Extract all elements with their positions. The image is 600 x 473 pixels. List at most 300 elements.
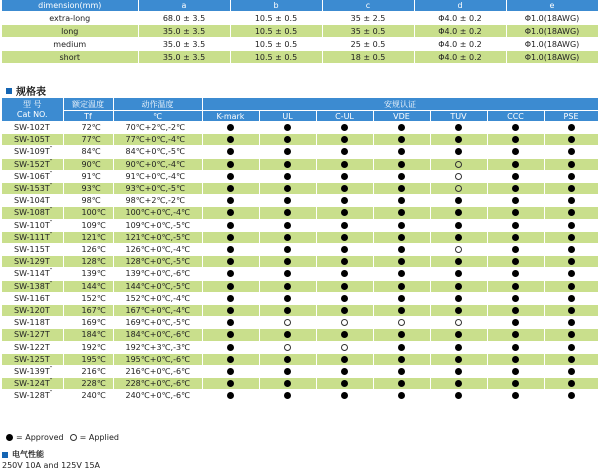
dimension-header-cell: d: [414, 0, 506, 12]
model-cell: [2, 317, 63, 329]
cert-cell: [544, 158, 598, 170]
cert-cell: [430, 366, 487, 378]
filled-circle-icon: [284, 185, 291, 192]
filled-circle-icon: [398, 148, 405, 155]
cert-cell: [259, 134, 316, 146]
operating-temp-cell: 126℃+0℃,-4℃: [113, 244, 202, 256]
cert-cell: [487, 195, 544, 207]
cert-cell: [430, 195, 487, 207]
rated-temp-cell: 216℃: [63, 366, 113, 378]
dimension-name-cell: long: [2, 25, 138, 38]
cert-cell: [430, 219, 487, 231]
cert-cell: [202, 219, 259, 231]
operating-temp-cell: 109℃+0℃,-5℃: [113, 219, 202, 231]
filled-circle-icon: [398, 185, 405, 192]
filled-circle-icon: [227, 124, 234, 131]
filled-circle-icon: [227, 295, 234, 302]
filled-circle-icon: [398, 173, 405, 180]
operating-temp-cell: 240℃+0℃,-6℃: [113, 390, 202, 402]
filled-circle-icon: [455, 270, 462, 277]
electrical-heading: [2, 449, 44, 460]
dimension-d-cell: Φ4.0 ± 0.2: [414, 51, 506, 64]
filled-circle-icon: [568, 222, 575, 229]
spec-row: [2, 207, 598, 219]
operating-temp-cell: 121℃+0℃,-5℃: [113, 231, 202, 243]
cert-cell: [487, 219, 544, 231]
cert-cell: [202, 158, 259, 170]
filled-circle-icon: [341, 222, 348, 229]
filled-circle-icon: [284, 197, 291, 204]
cert-header-kmark: K-mark: [202, 111, 259, 122]
cert-cell: [259, 158, 316, 170]
filled-circle-icon: [568, 124, 575, 131]
filled-circle-icon: [455, 136, 462, 143]
cert-cell: [487, 390, 544, 402]
filled-circle-icon: [341, 136, 348, 143]
cert-cell: [373, 280, 430, 292]
model-star: *: [49, 219, 53, 225]
spec-row: [2, 219, 598, 231]
cert-cell: [544, 219, 598, 231]
cert-cell: [544, 256, 598, 268]
spec-row: [2, 378, 598, 390]
rated-temp-cell: 91℃: [63, 170, 113, 182]
legend-approved-label: = Approved: [16, 433, 64, 442]
cert-cell: [430, 329, 487, 341]
model-star: *: [49, 158, 53, 164]
operating-temp-cell: 77℃+0℃,-4℃: [113, 134, 202, 146]
filled-circle-icon: [398, 209, 405, 216]
filled-circle-icon: [512, 258, 519, 265]
filled-circle-icon: [227, 173, 234, 180]
filled-circle-icon: [455, 380, 462, 387]
cert-cell: [430, 134, 487, 146]
filled-circle-icon: [284, 234, 291, 241]
dimension-row: [2, 25, 598, 38]
filled-circle-icon: [568, 283, 575, 290]
model-name: SW-114T: [14, 269, 50, 279]
rated-temp-cell: 169℃: [63, 317, 113, 329]
cert-cell: [430, 280, 487, 292]
filled-circle-icon: [512, 270, 519, 277]
filled-circle-icon: [455, 392, 462, 399]
cert-cell: [259, 244, 316, 256]
dimension-a-cell: 68.0 ± 3.5: [138, 12, 230, 25]
filled-circle-icon: [227, 161, 234, 168]
operating-temp-cell: 169℃+0℃,-5℃: [113, 317, 202, 329]
filled-circle-icon: [398, 136, 405, 143]
cert-cell: [202, 134, 259, 146]
electrical-title: 电气性能: [12, 450, 44, 459]
cert-cell: [316, 207, 373, 219]
filled-circle-icon: [284, 380, 291, 387]
filled-circle-icon: [341, 185, 348, 192]
dimension-b-cell: 10.5 ± 0.5: [230, 12, 322, 25]
filled-circle-icon: [398, 197, 405, 204]
operating-temp-subheader: ℃: [113, 111, 202, 122]
model-name: SW-111T: [14, 232, 50, 242]
cert-cell: [544, 195, 598, 207]
filled-circle-icon: [568, 344, 575, 351]
filled-circle-icon: [455, 356, 462, 363]
filled-circle-icon: [341, 356, 348, 363]
dimension-a-cell: 35.0 ± 3.5: [138, 38, 230, 51]
cert-cell: [430, 305, 487, 317]
spec-table: [2, 98, 599, 403]
filled-circle-icon: [398, 161, 405, 168]
cert-header-ul: UL: [259, 111, 316, 122]
model-cell: [2, 231, 63, 243]
model-name: SW-128T: [14, 391, 50, 401]
cert-cell: [373, 305, 430, 317]
cert-cell: [202, 207, 259, 219]
dimension-name-cell: short: [2, 51, 138, 64]
dimension-c-cell: 25 ± 0.5: [322, 38, 414, 51]
filled-circle-icon: [284, 283, 291, 290]
rated-temp-cell: 139℃: [63, 268, 113, 280]
cert-header-cul: C-UL: [316, 111, 373, 122]
model-name: SW-138T: [14, 281, 50, 291]
cert-cell: [430, 158, 487, 170]
model-name: SW-115T: [14, 245, 50, 255]
model-name: SW-122T: [14, 342, 50, 352]
dimension-header-cell: b: [230, 0, 322, 12]
cert-cell: [373, 146, 430, 158]
model-name: SW-125T: [14, 354, 50, 364]
model-header-cn: 型 号: [22, 99, 42, 109]
cert-cell: [487, 207, 544, 219]
filled-circle-icon: [512, 173, 519, 180]
cert-cell: [259, 317, 316, 329]
model-name: SW-108T: [14, 208, 50, 218]
model-name: SW-124T: [14, 379, 50, 389]
rated-temp-cell: 128℃: [63, 256, 113, 268]
filled-circle-icon: [568, 368, 575, 375]
rated-temp-cell: 100℃: [63, 207, 113, 219]
rated-temp-cell: 72℃: [63, 122, 113, 134]
cert-cell: [316, 244, 373, 256]
filled-circle-icon: [512, 331, 519, 338]
cert-cell: [202, 146, 259, 158]
filled-circle-icon: [512, 392, 519, 399]
filled-circle-icon: [284, 368, 291, 375]
filled-circle-icon: [512, 295, 519, 302]
model-name: SW-102T: [14, 123, 50, 132]
dimension-b-cell: 10.5 ± 0.5: [230, 51, 322, 64]
cert-cell: [316, 219, 373, 231]
filled-circle-icon: [568, 246, 575, 253]
model-cell: [2, 195, 63, 207]
filled-circle-icon: [341, 392, 348, 399]
cert-cell: [316, 317, 373, 329]
operating-temp-cell: 100℃+0℃,-4℃: [113, 207, 202, 219]
filled-circle-icon: [284, 209, 291, 216]
dimension-c-cell: 35 ± 2.5: [322, 12, 414, 25]
model-cell: [2, 183, 63, 195]
model-name: SW-139T: [14, 367, 50, 377]
cert-cell: [259, 341, 316, 353]
filled-circle-icon: [568, 234, 575, 241]
operating-temp-cell: 144℃+0℃,-5℃: [113, 280, 202, 292]
filled-circle-icon: [512, 185, 519, 192]
spec-section-title: 规格表: [16, 87, 46, 98]
cert-cell: [316, 170, 373, 182]
filled-circle-icon: [398, 222, 405, 229]
cert-cell: [430, 317, 487, 329]
dimension-a-cell: 35.0 ± 3.5: [138, 25, 230, 38]
cert-cell: [373, 158, 430, 170]
dimension-a-cell: 35.0 ± 3.5: [138, 51, 230, 64]
filled-circle-icon: [455, 344, 462, 351]
cert-cell: [487, 378, 544, 390]
cert-cell: [544, 305, 598, 317]
cert-cell: [544, 231, 598, 243]
dimension-header-row: [2, 0, 598, 12]
cert-cell: [544, 329, 598, 341]
filled-circle-icon: [341, 368, 348, 375]
cert-cell: [544, 146, 598, 158]
filled-circle-icon: [227, 258, 234, 265]
model-name: SW-129T: [14, 257, 50, 267]
cert-cell: [487, 317, 544, 329]
cert-cell: [373, 292, 430, 304]
filled-circle-icon: [568, 185, 575, 192]
operating-temp-cell: 195℃+0℃,-6℃: [113, 353, 202, 365]
dimension-header-cell: a: [138, 0, 230, 12]
filled-circle-icon: [568, 197, 575, 204]
cert-cell: [316, 256, 373, 268]
filled-circle-icon: [341, 173, 348, 180]
rated-temp-cell: 192℃: [63, 341, 113, 353]
operating-temp-cell: 228℃+0℃,-6℃: [113, 378, 202, 390]
cert-cell: [373, 256, 430, 268]
cert-cell: [202, 268, 259, 280]
cert-cell: [316, 183, 373, 195]
filled-circle-icon: [568, 161, 575, 168]
filled-circle-icon: [284, 136, 291, 143]
model-name: SW-152T: [14, 159, 50, 169]
filled-circle-icon: [512, 148, 519, 155]
cert-cell: [373, 231, 430, 243]
spec-row: [2, 122, 598, 134]
filled-circle-icon: [568, 258, 575, 265]
filled-circle-icon: [341, 270, 348, 277]
rated-temp-subheader: Tf: [63, 111, 113, 122]
cert-cell: [316, 280, 373, 292]
rated-temp-cell: 228℃: [63, 378, 113, 390]
filled-circle-icon: [341, 197, 348, 204]
filled-circle-icon: [398, 270, 405, 277]
cert-cell: [487, 170, 544, 182]
cert-cell: [373, 244, 430, 256]
model-cell: [2, 390, 63, 402]
filled-circle-icon: [568, 392, 575, 399]
cert-cell: [430, 170, 487, 182]
cert-cell: [202, 378, 259, 390]
cert-cell: [544, 183, 598, 195]
model-name: SW-118T: [14, 318, 50, 328]
filled-circle-icon: [227, 344, 234, 351]
filled-circle-icon: [398, 356, 405, 363]
cert-cell: [259, 292, 316, 304]
cert-cell: [202, 183, 259, 195]
model-cell: [2, 268, 63, 280]
operating-temp-cell: 216℃+0℃,-6℃: [113, 366, 202, 378]
model-star: *: [49, 182, 53, 189]
spec-row: [2, 305, 598, 317]
filled-circle-icon: [568, 270, 575, 277]
cert-cell: [430, 183, 487, 195]
cert-header-tuv: TUV: [430, 111, 487, 122]
filled-circle-icon: [227, 331, 234, 338]
hollow-circle-icon: [455, 246, 462, 253]
cert-cell: [316, 353, 373, 365]
cert-cell: [259, 122, 316, 134]
hollow-circle-icon: [455, 319, 462, 326]
model-cell: [2, 353, 63, 365]
cert-cell: [259, 268, 316, 280]
filled-circle-icon: [284, 173, 291, 180]
spec-row: [2, 244, 598, 256]
filled-circle-icon: [227, 185, 234, 192]
filled-circle-icon: [227, 209, 234, 216]
cert-cell: [373, 195, 430, 207]
cert-cell: [487, 268, 544, 280]
rated-temp-cell: 77℃: [63, 134, 113, 146]
model-name: SW-120T: [14, 306, 50, 316]
hollow-circle-icon: [341, 344, 348, 351]
filled-circle-icon: [398, 368, 405, 375]
dimension-e-cell: Φ1.0(18AWG): [506, 38, 598, 51]
cert-cell: [202, 256, 259, 268]
spec-row: [2, 158, 598, 170]
filled-circle-icon: [284, 258, 291, 265]
spec-row: [2, 195, 598, 207]
filled-circle-icon: [512, 356, 519, 363]
spec-row: [2, 134, 598, 146]
filled-circle-icon: [341, 148, 348, 155]
cert-cell: [430, 207, 487, 219]
operating-temp-cell: 90℃+0℃,-4℃: [113, 158, 202, 170]
spec-header-row: [2, 98, 598, 111]
spec-row: [2, 231, 598, 243]
filled-circle-icon: [568, 319, 575, 326]
spec-row: [2, 390, 598, 402]
cert-cell: [373, 341, 430, 353]
cert-cell: [373, 378, 430, 390]
model-star: *: [49, 170, 53, 176]
cert-cell: [316, 305, 373, 317]
filled-circle-icon: [512, 209, 519, 216]
model-name: SW-127T: [14, 330, 50, 340]
filled-circle-icon: [341, 161, 348, 168]
filled-circle-icon: [341, 258, 348, 265]
filled-circle-icon: [455, 148, 462, 155]
cert-cell: [430, 146, 487, 158]
dimension-header-cell: c: [322, 0, 414, 12]
cert-cell: [202, 353, 259, 365]
cert-cell: [487, 256, 544, 268]
filled-circle-icon: [512, 136, 519, 143]
filled-circle-icon: [398, 307, 405, 314]
spec-row: [2, 317, 598, 329]
filled-circle-icon: [455, 331, 462, 338]
filled-circle-icon: [455, 295, 462, 302]
filled-circle-icon: [568, 209, 575, 216]
hollow-circle-icon: [455, 173, 462, 180]
cert-cell: [487, 329, 544, 341]
filled-circle-icon: [568, 148, 575, 155]
cert-cell: [373, 219, 430, 231]
model-star: *: [49, 145, 53, 152]
cert-cell: [259, 353, 316, 365]
cert-cell: [487, 244, 544, 256]
filled-circle-icon: [398, 295, 405, 302]
cert-cell: [259, 256, 316, 268]
hollow-circle-icon: [341, 319, 348, 326]
hollow-circle-icon: [284, 344, 291, 351]
cert-cell: [202, 366, 259, 378]
model-cell: [2, 341, 63, 353]
cert-group-header: 安规认证: [202, 98, 598, 111]
filled-circle-icon: [341, 331, 348, 338]
cert-cell: [316, 292, 373, 304]
cert-cell: [316, 134, 373, 146]
filled-circle-icon: [341, 283, 348, 290]
cert-cell: [316, 390, 373, 402]
filled-circle-icon: [284, 270, 291, 277]
cert-cell: [259, 195, 316, 207]
filled-circle-icon: [512, 246, 519, 253]
cert-cell: [430, 390, 487, 402]
dimension-c-cell: 35 ± 0.5: [322, 25, 414, 38]
cert-cell: [544, 122, 598, 134]
model-star: *: [49, 206, 53, 213]
filled-circle-icon: [341, 124, 348, 131]
filled-circle-icon: [512, 344, 519, 351]
cert-cell: [430, 353, 487, 365]
cert-cell: [373, 366, 430, 378]
model-star: *: [49, 267, 53, 274]
rated-temp-cell: 195℃: [63, 353, 113, 365]
cert-cell: [259, 170, 316, 182]
filled-circle-icon: [227, 319, 234, 326]
cert-cell: [430, 256, 487, 268]
cert-cell: [259, 207, 316, 219]
model-name: SW-109T: [14, 147, 50, 157]
model-star: *: [49, 365, 53, 372]
operating-temp-cell: 167℃+0℃,-4℃: [113, 305, 202, 317]
cert-cell: [373, 390, 430, 402]
filled-circle-icon: [398, 344, 405, 351]
filled-circle-icon: [284, 307, 291, 314]
cert-cell: [544, 134, 598, 146]
filled-circle-icon: [284, 148, 291, 155]
cert-cell: [202, 280, 259, 292]
model-cell: [2, 292, 63, 304]
filled-circle-icon: [512, 124, 519, 131]
dimension-e-cell: Φ1.0(18AWG): [506, 25, 598, 38]
filled-circle-icon: [512, 283, 519, 290]
filled-circle-icon: [455, 197, 462, 204]
model-cell: [2, 146, 63, 158]
dimension-b-cell: 10.5 ± 0.5: [230, 25, 322, 38]
hollow-circle-icon: [455, 161, 462, 168]
operating-temp-cell: 128℃+0℃,-5℃: [113, 256, 202, 268]
filled-circle-icon: [568, 331, 575, 338]
dimension-b-cell: 10.5 ± 0.5: [230, 38, 322, 51]
cert-cell: [259, 390, 316, 402]
